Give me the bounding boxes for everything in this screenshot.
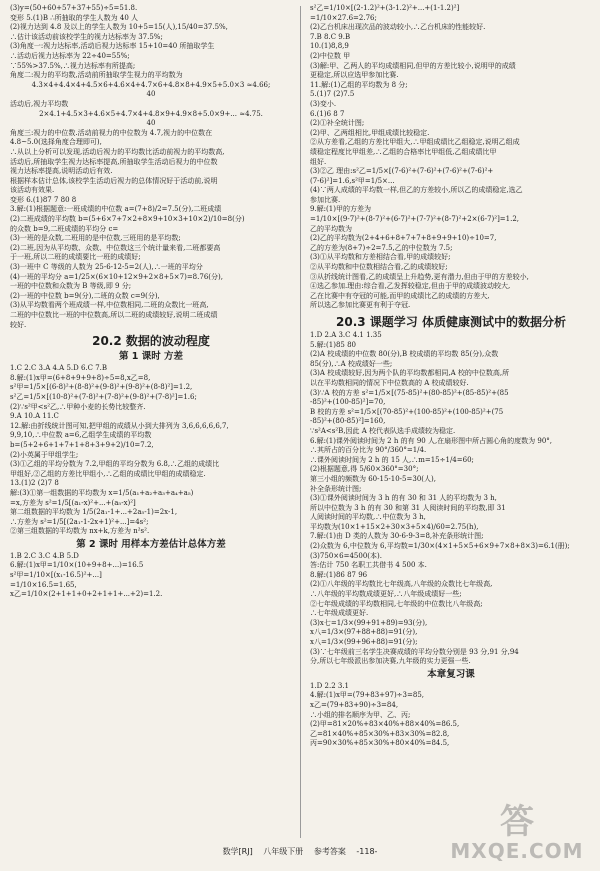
answer-line: (2)众数为 6,中位数为 6,平均数=1/30×(4×1+5×5+6×9+7×8+8×3)=6.1(册); — [310, 542, 570, 551]
answer-line: x乙=(79+83+90)÷3=84, — [310, 700, 399, 709]
footer-section: 参考答案 — [313, 847, 346, 856]
answer-line: 角度二:视力的平均数,活动前所抽取学生视力的平均数为 — [10, 71, 183, 80]
answer-line: 2×4.1+4.5×3+4.6×5+4.7×4+4.8×9+4.9×8+5.0×9+... ≈4.75. — [39, 109, 263, 118]
answer-line: 较好. — [10, 320, 27, 329]
answer-line: =1/10×16.5=1.65, — [10, 580, 77, 589]
answer-line: (2)乙的平均数为(2+4+6+8+7+7+8+9+9+10)÷10=7, — [310, 234, 497, 243]
answer-line: 1.D 2.2 3.1 — [310, 681, 350, 690]
answer-line: (2)甲、乙两组相比,甲组成绩比较稳定. — [310, 128, 430, 137]
answer-line: 丙=90×30%+85×30%+80×40%=84.5, — [310, 739, 450, 748]
answer-line: (3)A 校成绩较好,因为两个队的平均数都相同,A 校的中位数高,所 — [310, 369, 510, 378]
answer-line: (3)①课外阅读时间为 3 h 的有 30 和 31 人的平均数为 3 h, — [310, 494, 497, 503]
answer-line: 根据样本估计总体,该校学生活动后视力的总体情况好于活动前,说明 — [10, 176, 218, 185]
answer-line: -85)²+(100-85)²]=70, — [310, 398, 386, 407]
answer-line: 乙的平均数为 — [310, 224, 352, 233]
lesson-heading: 第 1 课时 方差 — [118, 351, 184, 363]
answer-line: s²乙=1/10×[(2-1.2)²+(3-1.2)²+...+(1-1.2)²] — [310, 4, 460, 12]
answer-line: 组好. — [310, 157, 327, 166]
answer-line: 乙=81×40%+85×30%+83×30%=82.8, — [310, 729, 450, 738]
answer-line: 9,9,10,∴中位数 a=6,乙组学生成绩的平均数 — [10, 431, 152, 440]
answer-line: (2)①补全统计图; — [310, 119, 365, 128]
answer-line: ∴活动后视力达标率为 22÷40=55%; — [10, 51, 130, 60]
answer-line: 1.D 2.A 3.C 4.1 1.35 — [310, 331, 382, 339]
answer-line: (2)A 校成绩的中位数 80(分),B 校成绩的平均数 85(分),众数 — [310, 350, 499, 359]
answer-line: (3)角度一:视力达标率,活动后视力达标率 15+10=40 所抽取学生 — [10, 42, 215, 51]
answer-line: 40 — [146, 90, 156, 99]
answer-line: ∴其所占的百分比为 90°/360°=1/4. — [310, 446, 427, 455]
answer-line: 85(分),∴A 校成绩好一些; — [310, 359, 393, 368]
answer-line: 6.解:(1)课外阅读时间为 2 h 的有 90 人,在扇形图中所占圆心角的度数为 90°, — [310, 436, 553, 445]
answer-line: (3)解:甲、乙两人的平均成绩相同,但甲的方差比较小,说明甲的成绩 — [310, 61, 516, 70]
section-heading: 20.2 数据的波动程度 — [92, 334, 210, 349]
footer-grade: 八年级下册 — [263, 847, 304, 856]
answer-line: 答:估计 750 名职工共借书 4 500 本. — [310, 561, 427, 570]
answer-line: ∴七年级成绩更好. — [310, 609, 369, 618]
answer-line: 解:(3)①第一组数据的平均数为 x=1/5(a₁+a₂+a₃+a₄+a₅) — [10, 488, 194, 497]
answer-line: ∴课外阅读时间为 2 h 的 15 人,∴m=15÷1/4=60; — [310, 455, 474, 464]
answer-line: 13.(1)2 (2)7 8 — [10, 479, 59, 488]
answer-line: 1.B 2.C 3.C 4.B 5.D — [10, 551, 79, 560]
lesson-heading: 第 2 课时 用样本方差估计总体方差 — [76, 538, 226, 550]
answer-line: (2)二班,因为从平均数、众数、中位数这三个统计量来看,二班都要高 — [10, 243, 221, 252]
answer-line: 8.解:(1)86 87 96 — [310, 570, 368, 579]
answer-line: ∴方差为 s²=1/5[(2a₁-1-2x+1)²+...]=4s²; — [10, 517, 149, 526]
answer-line: (3)一班中 C 等级的人数为 25-6-12-5=2(人),∴一班的平均分 — [10, 263, 203, 272]
footer-page-number: -118- — [356, 847, 378, 856]
answer-line: (3)变小. — [310, 99, 337, 108]
answer-line: ∴小组的排名顺序为甲、乙、丙; — [310, 710, 411, 719]
answer-line: 更稳定,所以应选甲参加比赛. — [310, 71, 399, 80]
answer-line: 8.解:(1)x甲=(6+8+9+9+8)÷5=8,x乙=8, — [10, 373, 151, 382]
watermark — [442, 802, 592, 863]
answer-line: ②第三组数据的平均数为 nx+k,方差为 n²s². — [10, 527, 150, 536]
answer-line: (3)从平均数看两个班成绩一样,中位数相同,二班的众数比一班高, — [10, 301, 209, 310]
answer-line: 变形 5.(1)B ∴所抽取的学生人数为 40 人 — [10, 13, 138, 22]
answer-line: ②从平均数和中位数相结合看,乙的成绩较好; — [310, 263, 448, 272]
answer-line: (4)一班的平均分 a=1/25×(6×10+12×9+2×8+5×7)=8.76(分), — [10, 272, 223, 281]
answer-line: 活动后,所抽取学生视力达标率提高,所抽取学生活动后视力的中位数 — [10, 157, 218, 166]
answer-line: 乙的方差为(8+7)÷2=7.5,乙的中位数为 7.5; — [310, 243, 453, 252]
answer-line: s²甲=1/10×[(x₁-16.5)²+...] — [10, 571, 102, 580]
answer-line: (2)一班的中位数 b=9(分),二班的众数 c=9(分), — [10, 291, 160, 300]
footer-subject: 数学[RJ] — [222, 847, 253, 856]
answer-line: -85)²+(80-85)²]=160, — [310, 417, 386, 426]
answer-line: 9.A 10.A 11.C — [10, 412, 59, 421]
answer-line: ∴估计该活动前该校学生的视力达标率为 37.5%; — [10, 32, 163, 41]
answer-line: 活动后,视力平均数 — [10, 99, 69, 108]
lesson-heading: 本章复习课 — [427, 668, 475, 680]
answer-line: 变形 6.(1)87 7 80 8 — [10, 195, 77, 204]
answer-line: (2)∵s²甲<s²乙,∴甲种小麦的长势比较整齐. — [10, 402, 146, 411]
answer-line: (3)750×6=4500(本). — [310, 551, 382, 560]
answer-line: 平均数为(10×1+15×2+30×3+5×4)/60=2.75(h), — [310, 522, 479, 531]
answer-line: 第二组数据的平均数为 1/5(2a₁-1+...+2a₅-1)=2x-1, — [10, 508, 178, 517]
answer-line: 6.(1)6 8 7 — [310, 109, 345, 118]
answer-line: 5.解:(1)85 80 — [310, 340, 356, 349]
answer-line: x乙=1/10×(2+1+1+0+2+1+1+...+2)=1.2. — [10, 590, 163, 599]
answer-line: (3)①从平均数和方差相结合看,甲的成绩较好; — [310, 253, 451, 262]
answer-line: 10.(1)8,8,9 — [310, 42, 349, 51]
answer-line: 4.3×4+4.4×4+4.5×6+4.6×4+4.7×6+4.8×8+4.9×5+5.0×3 ≈4.66; — [31, 80, 271, 89]
answer-line: (3)x七=1/3×(99+91+89)=93(分), — [310, 618, 428, 627]
answer-line: (4)∵两人成绩的平均数一样,但乙的方差较小,所以乙的成绩稳定,选乙 — [310, 186, 523, 195]
answer-line: B 校的方差 s²=1/5×[(70-85)²+(100-85)²+(100-85)²+(75 — [310, 407, 504, 416]
answer-line: 1.C 2.C 3.A 4.A 5.D 6.C 7.B — [10, 364, 108, 373]
answer-line: (2)二班成绩的平均数 b=(5+6×7+7×2+8×9+10×3+10×2)/10=8(分) — [10, 215, 245, 224]
answer-line: 一班的中位数和众数为 B 等级,即 9 分; — [10, 282, 132, 291]
answer-line: (2)视力达到 4.8 及以上的学生人数为 10+5=15(人),15/40=37.5%, — [10, 23, 228, 32]
answer-line: 9.解:(1)甲的方差为 — [310, 205, 371, 214]
answer-line: =1/10×[(9-7)²+(8-7)²+(6-7)²+(7-7)²+(8-7)²+2×(6-7)²]=1.2, — [310, 215, 520, 224]
right-column — [310, 4, 592, 749]
answer-line: (2)①八年级的平均数比七年级高,八年级的众数比七年级高, — [310, 580, 493, 589]
answer-line: ∵55%>37.5%,∴视力达标率有所提高; — [10, 61, 136, 70]
answer-line: 于一班,所以二班的成绩要比一班的成绩好; — [10, 253, 141, 262]
answer-line: 人阅读时间的平均数,∴中位数为 3 h, — [310, 513, 426, 522]
answer-line: ∴从以上分析可以发现,活动后视力的平均数比活动前视力的平均数高, — [10, 147, 225, 156]
answer-line: =1/10×27.6=2.76; — [310, 13, 377, 22]
answer-line: (2)乙台机床出现次品的波动较小,∴乙台机床的性能较好. — [310, 23, 486, 32]
left-column — [10, 4, 292, 600]
answer-line: (2)根据题意,得 5/60×360°=30°; — [310, 465, 419, 474]
answer-line: 12.解:由折线统计图可知,把甲组的成绩从小到大排列为 3,6,6,6,6,6,7, — [10, 421, 229, 430]
answer-line: (7-6)²]=1.6,s²甲=1/5×... — [310, 176, 395, 185]
answer-line: (3)②乙 理由:s²乙=1/5×[(7-6)²+(7-6)²+(7-6)²+(7-6)²+ — [310, 167, 494, 176]
answer-line: 5.(1)7 (2)7.5 — [310, 90, 355, 99]
watermark-logo-icon: 答 — [500, 802, 534, 842]
answer-line: 所以中位数为 3 h 的有 30 和第 31 人阅读时间的平均数,即 31 — [310, 503, 506, 512]
answer-line: (2)中位数 甲 — [310, 51, 351, 60]
answer-line: s²甲=1/5×[(6-8)²+(8-8)²+(9-8)²+(9-8)²+(8-8)²]=1.2, — [10, 383, 193, 392]
answer-line: 角度三:视力的中位数.活动前视力的中位数为 4.7,视力的中位数在 — [10, 128, 213, 137]
answer-line: 7.解:(1)由 D 类的人数为 30-6-9-3=8,补充条形统计图; — [310, 532, 484, 541]
answer-line: (2)甲=81×20%+83×40%+88×40%=86.5, — [310, 720, 460, 729]
answer-line: (3)∵A 校的方差 s²=1/5×[(75-85)²+(80-85)²+(85-85)²+(85 — [310, 388, 509, 397]
answer-line: 6.解:(1)x甲=1/10×(10+9+8+...)=16.5 — [10, 561, 144, 570]
answer-line: (3)y=(50+60+57+37+55)÷5=51.8. — [10, 4, 138, 12]
answer-line: x八=1/3×(99+96+88)=91(分); — [310, 638, 418, 646]
answer-line: (3)①乙组的平均分数为 7.2,甲组的平均分数为 6.8,∴乙组的成绩比 — [10, 460, 220, 469]
answer-line: 以在平均数相同的情况下中位数高的 A 校成绩较好. — [310, 378, 469, 387]
answer-line: 的众数 b=9,二班成绩的平均分 c= — [10, 224, 119, 233]
answer-line: 4.8~5.0(选择角度合理即可), — [10, 138, 102, 147]
answer-line: 甲组好,②乙组的方差比甲组小,∴乙组的成绩比甲组的成绩稳定. — [10, 469, 206, 478]
answer-line: =x,方差为 s²=1/5[(a₁-x)²+...+(a₅-x)²] — [10, 498, 136, 507]
column-divider — [300, 6, 301, 838]
answer-line: x八=1/3×(97+88+88)=91(分), — [310, 628, 418, 637]
answer-line: 11.解:(1)乙组的平均数为 8 分; — [310, 80, 408, 89]
answer-line: 该活动有效果. — [10, 186, 55, 195]
answer-line: 视力达标率提高,说明活动后有效. — [10, 167, 113, 176]
answer-line: (3)一班的是众数,二班用的是中位数,三班用的是平均数; — [10, 234, 181, 243]
answer-line: (2)小英属于甲组学生; — [10, 450, 79, 459]
answer-line: 分,所以七年级派出参加决赛,九年级的实力更强一些. — [310, 657, 471, 666]
answer-line: 乙在比赛中有夺冠的可能,而甲的成绩比乙的成绩的方差大, — [310, 291, 490, 300]
answer-line: 参加比赛. — [310, 195, 341, 204]
answer-line: 绩稳定程度比甲组差,∴乙组的合格率比甲组低,乙组成绩比甲 — [310, 147, 497, 156]
answer-line: 7.B 8.C 9.B — [310, 32, 351, 41]
answer-line: (3)∵七年级前三名学生决赛成绩的平均分数分别是 93 分,91 分,94 — [310, 647, 519, 656]
answer-line: ②七年级成绩的平均数相同,七年级的中位数比八年级高; — [310, 599, 483, 608]
answer-line: ∴八年级的平均数成绩更好,∴八年级成绩好一些; — [310, 590, 462, 599]
section-heading: 20.3 课题学习 体质健康测试中的数据分析 — [336, 315, 566, 329]
answer-line: s²乙=1/5×[(10-8)²+(7-8)²+(7-8)²+(9-8)²+(7-8)²]=1.6; — [10, 392, 197, 401]
answer-line: ④选乙参加.理由:综合看,乙发挥较稳定,但由于甲的成绩波动较大, — [310, 282, 511, 291]
answer-line: ②从方差看,乙组的方差比甲组大,∴甲组成绩比乙组稳定,说明乙组成 — [310, 138, 520, 147]
answer-line: 二班的中位数比一班的中位数高,所以二班的成绩较好,说明二班成绩 — [10, 311, 218, 319]
answer-line: 40 — [146, 119, 156, 128]
answer-line: 所以选乙参加比赛更有利于夺冠. — [310, 301, 411, 310]
answer-line: 第三小组的频数为 60-15-10-5=30(人), — [310, 474, 436, 483]
answer-line: 4.解:(1)x甲=(79+83+97)÷3=85, — [310, 691, 424, 700]
answer-line: 3.解:(1)根据题意:一班成绩的中位数 a=(7+8)/2=7.5(分),二班成绩 — [10, 205, 222, 214]
answer-line: ∵s²A<s²B,因此 A 校代表队选手成绩较为稳定. — [310, 426, 456, 435]
answer-line: ③从折线统计图看,乙的成绩呈上升趋势,更有潜力,但由于甲的方差较小, — [310, 272, 529, 281]
watermark-text: MXQE.COM — [450, 839, 584, 863]
answer-line: 补全条形统计图; — [310, 484, 362, 493]
answer-line: b=(5+2+6+1+7+1+8+3+9+2)/10=7.2, — [10, 440, 154, 449]
